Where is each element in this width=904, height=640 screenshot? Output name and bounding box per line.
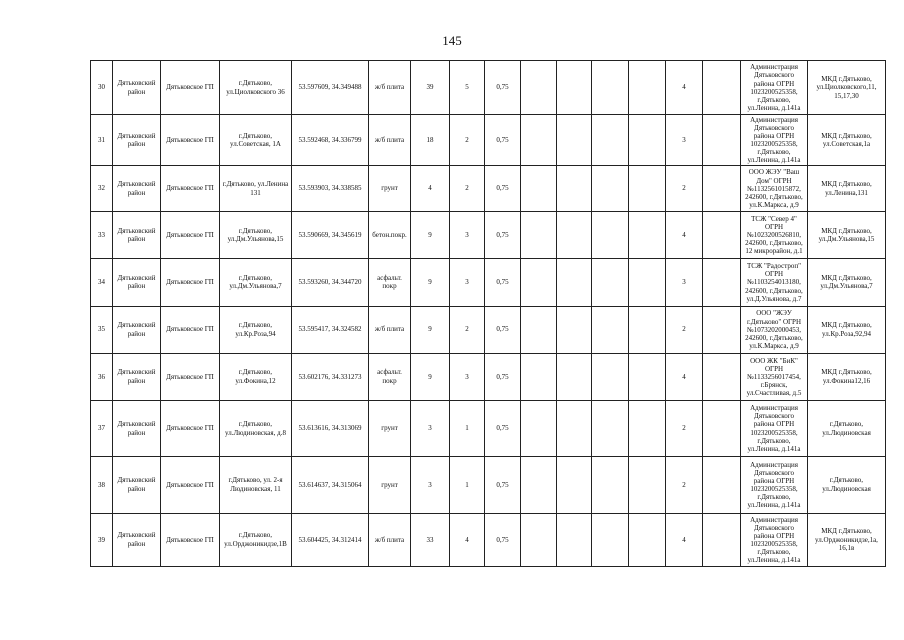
cell-empty	[557, 212, 592, 259]
cell-surface: ж/б плита	[369, 61, 411, 115]
table-row	[91, 353, 886, 400]
cell-owner: ТСЖ "Север 4" ОГРН №1023200526810, 242600, г.Дятьково, 12 микрорайон, д.1	[741, 212, 808, 259]
cell-planned-containers: 2	[666, 400, 703, 456]
cell-number: 30	[91, 61, 113, 115]
cell-area: 3	[411, 400, 450, 456]
cell-empty	[703, 61, 741, 115]
cell-empty	[521, 306, 557, 353]
cell-containers: 2	[450, 115, 485, 166]
cell-empty	[592, 61, 629, 115]
cell-coordinates: 53.597609, 34.349488	[292, 61, 369, 115]
table-row	[91, 400, 886, 456]
cell-empty	[629, 513, 666, 566]
cell-address: г.Дятьково, ул. 2-я Людиновская, 11	[220, 457, 292, 513]
cell-containers: 5	[450, 61, 485, 115]
cell-waste-sources: МКД г.Дятьково, ул.Дм.Ульянова,7	[808, 259, 886, 306]
cell-empty	[592, 115, 629, 166]
cell-planned-containers: 4	[666, 513, 703, 566]
cell-address: г.Дятьково, ул.Ленина 131	[220, 166, 292, 212]
cell-district: Дятьковский район	[113, 166, 161, 212]
cell-empty	[557, 115, 592, 166]
cell-waste-sources: МКД г.Дятьково, ул.Фокина12,16	[808, 353, 886, 400]
cell-waste-sources: МКД г.Дятьково, ул.Кр.Роза,92,94	[808, 306, 886, 353]
cell-district: Дятьковский район	[113, 259, 161, 306]
cell-number: 32	[91, 166, 113, 212]
cell-waste-sources: МКД г.Дятьково, ул.Циолковского,11, 15,17,30	[808, 61, 886, 115]
cell-empty	[629, 353, 666, 400]
cell-planned-containers: 3	[666, 259, 703, 306]
cell-area: 39	[411, 61, 450, 115]
cell-coordinates: 53.593260, 34.344720	[292, 259, 369, 306]
cell-containers: 2	[450, 166, 485, 212]
cell-number: 34	[91, 259, 113, 306]
cell-coordinates: 53.593903, 34.338585	[292, 166, 369, 212]
cell-empty	[521, 457, 557, 513]
cell-owner: Администрация Дятьковского района ОГРН 1023200525358, г.Дятьково, ул.Ленина, д.141а	[741, 61, 808, 115]
cell-volume: 0,75	[485, 212, 521, 259]
cell-empty	[592, 259, 629, 306]
cell-planned-containers: 4	[666, 212, 703, 259]
cell-owner: ООО "ЖЭУ г.Дятьково" ОГРН №1073202000453, 242600, г.Дятьково, ул.К.Маркса, д.9	[741, 306, 808, 353]
cell-settlement: Дятьковское ГП	[161, 259, 220, 306]
cell-planned-containers: 3	[666, 115, 703, 166]
cell-empty	[703, 259, 741, 306]
cell-surface: ж/б плита	[369, 513, 411, 566]
cell-containers: 1	[450, 457, 485, 513]
cell-surface: ж/б плита	[369, 306, 411, 353]
cell-surface: бетон.покр.	[369, 212, 411, 259]
cell-empty	[703, 115, 741, 166]
cell-owner: Администрация Дятьковского района ОГРН 1023200525358, г.Дятьково, ул.Ленина, д.141а	[741, 513, 808, 566]
cell-empty	[592, 400, 629, 456]
cell-area: 18	[411, 115, 450, 166]
cell-empty	[703, 306, 741, 353]
cell-settlement: Дятьковское ГП	[161, 513, 220, 566]
cell-district: Дятьковский район	[113, 400, 161, 456]
cell-empty	[703, 513, 741, 566]
cell-settlement: Дятьковское ГП	[161, 353, 220, 400]
cell-empty	[521, 115, 557, 166]
cell-owner: Администрация Дятьковского района ОГРН 1023200525358, г.Дятьково, ул.Ленина, д.141а	[741, 115, 808, 166]
cell-waste-sources: г.Дятьково, ул.Людиновская	[808, 457, 886, 513]
table-row	[91, 457, 886, 513]
cell-coordinates: 53.602176, 34.331273	[292, 353, 369, 400]
cell-volume: 0,75	[485, 259, 521, 306]
cell-volume: 0,75	[485, 353, 521, 400]
cell-district: Дятьковский район	[113, 61, 161, 115]
cell-surface: грунт	[369, 457, 411, 513]
cell-volume: 0,75	[485, 513, 521, 566]
cell-address: г.Дятьково, ул.Людиновская, д.8	[220, 400, 292, 456]
cell-volume: 0,75	[485, 306, 521, 353]
cell-district: Дятьковский район	[113, 353, 161, 400]
cell-planned-containers: 4	[666, 61, 703, 115]
cell-settlement: Дятьковское ГП	[161, 166, 220, 212]
cell-empty	[557, 306, 592, 353]
cell-volume: 0,75	[485, 115, 521, 166]
cell-planned-containers: 2	[666, 457, 703, 513]
table-row	[91, 212, 886, 259]
cell-empty	[592, 212, 629, 259]
cell-empty	[557, 166, 592, 212]
cell-empty	[557, 353, 592, 400]
waste-sites-table	[90, 60, 886, 567]
cell-district: Дятьковский район	[113, 212, 161, 259]
cell-empty	[592, 457, 629, 513]
cell-coordinates: 53.613616, 34.313069	[292, 400, 369, 456]
cell-empty	[521, 61, 557, 115]
cell-address: г.Дятьково, ул.Советская, 1А	[220, 115, 292, 166]
cell-empty	[703, 212, 741, 259]
cell-empty	[592, 513, 629, 566]
cell-empty	[521, 353, 557, 400]
cell-volume: 0,75	[485, 457, 521, 513]
cell-empty	[557, 513, 592, 566]
cell-area: 33	[411, 513, 450, 566]
cell-area: 9	[411, 212, 450, 259]
cell-surface: ж/б плита	[369, 115, 411, 166]
cell-volume: 0,75	[485, 61, 521, 115]
cell-owner: Администрация Дятьковского района ОГРН 1023200525358, г.Дятьково, ул.Ленина, д.141а	[741, 400, 808, 456]
cell-waste-sources: МКД г.Дятьково, ул.Орджоникидзе,1а, 16,1в	[808, 513, 886, 566]
cell-empty	[557, 61, 592, 115]
cell-district: Дятьковский район	[113, 513, 161, 566]
table-row	[91, 306, 886, 353]
cell-number: 35	[91, 306, 113, 353]
cell-address: г.Дятьково, ул.Дм.Ульянова,15	[220, 212, 292, 259]
cell-number: 38	[91, 457, 113, 513]
cell-empty	[521, 212, 557, 259]
table-row	[91, 513, 886, 566]
cell-settlement: Дятьковское ГП	[161, 457, 220, 513]
cell-surface: асфальт. покр	[369, 353, 411, 400]
cell-volume: 0,75	[485, 166, 521, 212]
cell-owner: ООО ЖК "БиК" ОГРН №1133256017454, г.Брянск, ул.Счастливая, д.5	[741, 353, 808, 400]
cell-settlement: Дятьковское ГП	[161, 115, 220, 166]
cell-waste-sources: МКД г.Дятьково, ул.Ленина,131	[808, 166, 886, 212]
cell-waste-sources: г.Дятьково, ул.Людиновская	[808, 400, 886, 456]
cell-address: г.Дятьково, ул.Циолковского 36	[220, 61, 292, 115]
cell-empty	[592, 353, 629, 400]
cell-settlement: Дятьковское ГП	[161, 61, 220, 115]
page-number: 145	[442, 33, 462, 48]
cell-empty	[629, 212, 666, 259]
cell-district: Дятьковский район	[113, 457, 161, 513]
cell-number: 36	[91, 353, 113, 400]
cell-coordinates: 53.595417, 34.324582	[292, 306, 369, 353]
table-row	[91, 115, 886, 166]
cell-empty	[629, 115, 666, 166]
cell-address: г.Дятьково, ул.Дм.Ульянова,7	[220, 259, 292, 306]
cell-coordinates: 53.592468, 34.336799	[292, 115, 369, 166]
cell-number: 39	[91, 513, 113, 566]
cell-number: 37	[91, 400, 113, 456]
cell-address: г.Дятьково, ул.Орджоникидзе,1В	[220, 513, 292, 566]
cell-empty	[521, 400, 557, 456]
cell-empty	[592, 306, 629, 353]
cell-owner: ООО ЖЭУ "Ваш Дом" ОГРН №1132561015872, 242600, г.Дятьково, ул.К.Маркса, д.9	[741, 166, 808, 212]
cell-district: Дятьковский район	[113, 115, 161, 166]
cell-containers: 3	[450, 259, 485, 306]
cell-planned-containers: 4	[666, 353, 703, 400]
cell-empty	[521, 259, 557, 306]
cell-surface: асфальт. покр	[369, 259, 411, 306]
cell-containers: 3	[450, 212, 485, 259]
cell-containers: 2	[450, 306, 485, 353]
cell-empty	[629, 400, 666, 456]
cell-planned-containers: 2	[666, 166, 703, 212]
cell-settlement: Дятьковское ГП	[161, 306, 220, 353]
cell-volume: 0,75	[485, 400, 521, 456]
cell-settlement: Дятьковское ГП	[161, 400, 220, 456]
cell-owner: ТСЖ "Радостроп" ОГРН №1103254013180, 242600, г.Дятьково, ул.Д.Ульянова, д.7	[741, 259, 808, 306]
cell-owner: Администрация Дятьковского района ОГРН 1023200525358, г.Дятьково, ул.Ленина, д.141а	[741, 457, 808, 513]
cell-settlement: Дятьковское ГП	[161, 212, 220, 259]
cell-waste-sources: МКД г.Дятьково, ул.Советская,1а	[808, 115, 886, 166]
cell-containers: 1	[450, 400, 485, 456]
cell-coordinates: 53.590669, 34.345619	[292, 212, 369, 259]
cell-empty	[629, 259, 666, 306]
cell-address: г.Дятьково, ул.Фокина,12	[220, 353, 292, 400]
cell-district: Дятьковский район	[113, 306, 161, 353]
cell-empty	[703, 400, 741, 456]
cell-planned-containers: 2	[666, 306, 703, 353]
cell-empty	[557, 457, 592, 513]
table-row	[91, 61, 886, 115]
cell-empty	[629, 166, 666, 212]
cell-number: 33	[91, 212, 113, 259]
cell-empty	[521, 513, 557, 566]
cell-empty	[629, 457, 666, 513]
table-row	[91, 166, 886, 212]
cell-empty	[703, 166, 741, 212]
cell-number: 31	[91, 115, 113, 166]
cell-area: 9	[411, 306, 450, 353]
cell-empty	[557, 259, 592, 306]
cell-surface: грунт	[369, 166, 411, 212]
cell-empty	[521, 166, 557, 212]
cell-surface: грунт	[369, 400, 411, 456]
cell-coordinates: 53.604425, 34.312414	[292, 513, 369, 566]
cell-waste-sources: МКД г.Дятьково, ул.Дм.Ульянова,15	[808, 212, 886, 259]
cell-containers: 4	[450, 513, 485, 566]
cell-empty	[592, 166, 629, 212]
cell-coordinates: 53.614637, 34.315064	[292, 457, 369, 513]
cell-area: 3	[411, 457, 450, 513]
table-row	[91, 259, 886, 306]
cell-area: 4	[411, 166, 450, 212]
cell-empty	[629, 61, 666, 115]
cell-empty	[629, 306, 666, 353]
cell-empty	[703, 457, 741, 513]
cell-containers: 3	[450, 353, 485, 400]
cell-empty	[557, 400, 592, 456]
cell-empty	[703, 353, 741, 400]
cell-area: 9	[411, 259, 450, 306]
cell-area: 9	[411, 353, 450, 400]
cell-address: г.Дятьково, ул.Кр.Роза,94	[220, 306, 292, 353]
